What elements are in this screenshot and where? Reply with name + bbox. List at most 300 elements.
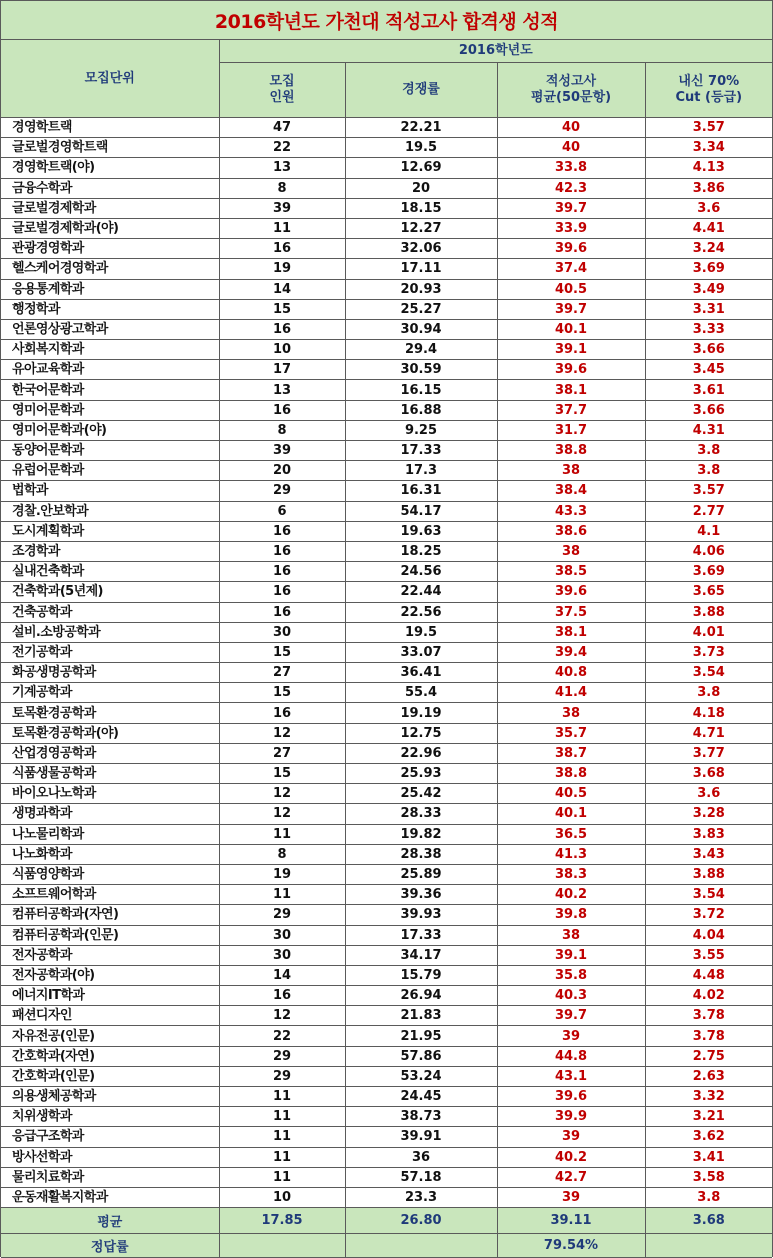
table-row bbox=[1, 441, 772, 461]
cell-score: 39.1 bbox=[497, 945, 645, 965]
cell-quota: 16 bbox=[219, 400, 345, 420]
cell-quota: 12 bbox=[219, 723, 345, 743]
cell-score: 38.1 bbox=[497, 622, 645, 642]
cell-competition: 16.88 bbox=[345, 400, 497, 420]
cell-quota: 39 bbox=[219, 198, 345, 218]
header-score bbox=[497, 63, 645, 118]
cell-competition: 34.17 bbox=[345, 945, 497, 965]
cell-competition: 22.56 bbox=[345, 602, 497, 622]
average-cut: 3.68 bbox=[645, 1208, 772, 1234]
cell-unit-name: 식품생물공학과 bbox=[1, 764, 219, 784]
cell-score: 38.7 bbox=[497, 743, 645, 763]
table-row bbox=[1, 663, 772, 683]
cell-cut: 3.57 bbox=[645, 481, 772, 501]
cell-quota: 15 bbox=[219, 642, 345, 662]
cell-score: 38 bbox=[497, 703, 645, 723]
cell-unit-name: 동양어문학과 bbox=[1, 441, 219, 461]
cell-cut: 3.49 bbox=[645, 279, 772, 299]
cell-cut: 4.31 bbox=[645, 420, 772, 440]
cell-quota: 11 bbox=[219, 218, 345, 238]
table-row bbox=[1, 1087, 772, 1107]
cell-unit-name: 글로벌경제학과 bbox=[1, 198, 219, 218]
cell-unit-name: 유아교육학과 bbox=[1, 360, 219, 380]
cell-competition: 20.93 bbox=[345, 279, 497, 299]
cell-competition: 15.79 bbox=[345, 965, 497, 985]
header-competition: 경쟁률 bbox=[345, 63, 497, 118]
cell-quota: 11 bbox=[219, 885, 345, 905]
cell-cut: 3.45 bbox=[645, 360, 772, 380]
table-row bbox=[1, 541, 772, 561]
cell-quota: 19 bbox=[219, 259, 345, 279]
accuracy-empty-2 bbox=[345, 1234, 497, 1258]
cell-cut: 3.78 bbox=[645, 1006, 772, 1026]
cell-unit-name: 간호학과(인문) bbox=[1, 1066, 219, 1086]
cell-cut: 3.83 bbox=[645, 824, 772, 844]
cell-score: 40.5 bbox=[497, 784, 645, 804]
cell-quota: 22 bbox=[219, 138, 345, 158]
cell-cut: 4.01 bbox=[645, 622, 772, 642]
cell-competition: 22.96 bbox=[345, 743, 497, 763]
header-cut-line2: Cut (등급) bbox=[675, 90, 743, 105]
average-score: 39.11 bbox=[497, 1208, 645, 1234]
cell-competition: 18.15 bbox=[345, 198, 497, 218]
table-row bbox=[1, 824, 772, 844]
table-row bbox=[1, 844, 772, 864]
cell-unit-name: 기계공학과 bbox=[1, 683, 219, 703]
cell-quota: 15 bbox=[219, 683, 345, 703]
cell-competition: 17.3 bbox=[345, 461, 497, 481]
cell-cut: 3.6 bbox=[645, 198, 772, 218]
cell-score: 40.2 bbox=[497, 885, 645, 905]
cell-score: 39.6 bbox=[497, 582, 645, 602]
accuracy-empty-1 bbox=[219, 1234, 345, 1258]
cell-quota: 11 bbox=[219, 1087, 345, 1107]
cell-competition: 30.59 bbox=[345, 360, 497, 380]
cell-score: 37.7 bbox=[497, 400, 645, 420]
table-row bbox=[1, 1006, 772, 1026]
accuracy-empty-3 bbox=[645, 1234, 772, 1258]
table-row bbox=[1, 319, 772, 339]
table-row bbox=[1, 986, 772, 1006]
cell-cut: 4.06 bbox=[645, 541, 772, 561]
cell-cut: 3.66 bbox=[645, 340, 772, 360]
table-row bbox=[1, 905, 772, 925]
cell-cut: 2.77 bbox=[645, 501, 772, 521]
cell-unit-name: 경찰.안보학과 bbox=[1, 501, 219, 521]
cell-competition: 17.33 bbox=[345, 925, 497, 945]
header-unit: 모집단위 bbox=[1, 40, 219, 118]
header-row-1 bbox=[1, 40, 772, 63]
cell-cut: 4.41 bbox=[645, 218, 772, 238]
cell-quota: 16 bbox=[219, 521, 345, 541]
cell-quota: 29 bbox=[219, 1046, 345, 1066]
cell-competition: 38.73 bbox=[345, 1107, 497, 1127]
cell-unit-name: 영미어문학과 bbox=[1, 400, 219, 420]
cell-quota: 11 bbox=[219, 1147, 345, 1167]
cell-unit-name: 글로벌경제학과(야) bbox=[1, 218, 219, 238]
cell-unit-name: 치위생학과 bbox=[1, 1107, 219, 1127]
cell-score: 40 bbox=[497, 138, 645, 158]
cell-cut: 3.72 bbox=[645, 905, 772, 925]
cell-quota: 29 bbox=[219, 1066, 345, 1086]
cell-unit-name: 전기공학과 bbox=[1, 642, 219, 662]
cell-score: 41.4 bbox=[497, 683, 645, 703]
cell-unit-name: 도시계획학과 bbox=[1, 521, 219, 541]
cell-competition: 20 bbox=[345, 178, 497, 198]
cell-cut: 4.02 bbox=[645, 986, 772, 1006]
cell-unit-name: 운동재활복지학과 bbox=[1, 1187, 219, 1207]
cell-quota: 16 bbox=[219, 562, 345, 582]
cell-competition: 17.33 bbox=[345, 441, 497, 461]
cell-cut: 4.13 bbox=[645, 158, 772, 178]
cell-competition: 57.86 bbox=[345, 1046, 497, 1066]
cell-competition: 19.5 bbox=[345, 622, 497, 642]
cell-competition: 19.5 bbox=[345, 138, 497, 158]
cell-score: 38.4 bbox=[497, 481, 645, 501]
cell-cut: 4.1 bbox=[645, 521, 772, 541]
cell-quota: 13 bbox=[219, 380, 345, 400]
table-row bbox=[1, 743, 772, 763]
table-row bbox=[1, 279, 772, 299]
cell-unit-name: 간호학과(자연) bbox=[1, 1046, 219, 1066]
table-row bbox=[1, 1026, 772, 1046]
table-row bbox=[1, 703, 772, 723]
cell-cut: 3.8 bbox=[645, 441, 772, 461]
cell-score: 39.4 bbox=[497, 642, 645, 662]
cell-unit-name: 물리치료학과 bbox=[1, 1167, 219, 1187]
cell-unit-name: 관광경영학과 bbox=[1, 239, 219, 259]
table-row bbox=[1, 1187, 772, 1207]
cell-score: 39.6 bbox=[497, 360, 645, 380]
cell-score: 40.5 bbox=[497, 279, 645, 299]
cell-competition: 12.27 bbox=[345, 218, 497, 238]
table-row bbox=[1, 723, 772, 743]
cell-competition: 23.3 bbox=[345, 1187, 497, 1207]
cell-score: 42.3 bbox=[497, 178, 645, 198]
cell-unit-name: 언론영상광고학과 bbox=[1, 319, 219, 339]
cell-score: 36.5 bbox=[497, 824, 645, 844]
table-row bbox=[1, 804, 772, 824]
table-row bbox=[1, 138, 772, 158]
header-year: 2016학년도 bbox=[219, 40, 772, 63]
cell-unit-name: 설비.소방공학과 bbox=[1, 622, 219, 642]
cell-unit-name: 금융수학과 bbox=[1, 178, 219, 198]
table-row bbox=[1, 582, 772, 602]
cell-unit-name: 경영학트랙(야) bbox=[1, 158, 219, 178]
cell-competition: 24.56 bbox=[345, 562, 497, 582]
cell-quota: 16 bbox=[219, 541, 345, 561]
header-score-line2: 평균(50문항) bbox=[530, 90, 612, 105]
cell-score: 38 bbox=[497, 461, 645, 481]
cell-score: 43.1 bbox=[497, 1066, 645, 1086]
cell-score: 38 bbox=[497, 541, 645, 561]
cell-cut: 3.68 bbox=[645, 764, 772, 784]
cell-competition: 22.44 bbox=[345, 582, 497, 602]
cell-quota: 16 bbox=[219, 582, 345, 602]
table-row bbox=[1, 239, 772, 259]
table-row bbox=[1, 501, 772, 521]
cell-score: 35.8 bbox=[497, 965, 645, 985]
cell-unit-name: 유럽어문학과 bbox=[1, 461, 219, 481]
cell-quota: 8 bbox=[219, 420, 345, 440]
cell-unit-name: 방사선학과 bbox=[1, 1147, 219, 1167]
cell-unit-name: 산업경영공학과 bbox=[1, 743, 219, 763]
table-row bbox=[1, 864, 772, 884]
cell-score: 39.8 bbox=[497, 905, 645, 925]
cell-quota: 47 bbox=[219, 118, 345, 138]
table-row bbox=[1, 945, 772, 965]
cell-competition: 19.82 bbox=[345, 824, 497, 844]
cell-score: 38.1 bbox=[497, 380, 645, 400]
cell-unit-name: 에너지IT학과 bbox=[1, 986, 219, 1006]
cell-quota: 10 bbox=[219, 340, 345, 360]
cell-quota: 11 bbox=[219, 1167, 345, 1187]
cell-score: 35.7 bbox=[497, 723, 645, 743]
cell-competition: 39.91 bbox=[345, 1127, 497, 1147]
cell-unit-name: 건축학과(5년제) bbox=[1, 582, 219, 602]
table-row bbox=[1, 622, 772, 642]
cell-score: 39.9 bbox=[497, 1107, 645, 1127]
cell-cut: 3.57 bbox=[645, 118, 772, 138]
cell-score: 39 bbox=[497, 1187, 645, 1207]
cell-quota: 14 bbox=[219, 965, 345, 985]
cell-score: 40.2 bbox=[497, 1147, 645, 1167]
cell-quota: 8 bbox=[219, 844, 345, 864]
cell-quota: 16 bbox=[219, 319, 345, 339]
cell-unit-name: 조경학과 bbox=[1, 541, 219, 561]
cell-score: 40.3 bbox=[497, 986, 645, 1006]
cell-quota: 29 bbox=[219, 905, 345, 925]
header-quota-line2: 인원 bbox=[269, 90, 295, 105]
cell-score: 39.1 bbox=[497, 340, 645, 360]
cell-quota: 20 bbox=[219, 461, 345, 481]
cell-quota: 30 bbox=[219, 622, 345, 642]
cell-cut: 4.18 bbox=[645, 703, 772, 723]
cell-competition: 21.83 bbox=[345, 1006, 497, 1026]
cell-quota: 8 bbox=[219, 178, 345, 198]
table-row bbox=[1, 1046, 772, 1066]
cell-unit-name: 경영학트랙 bbox=[1, 118, 219, 138]
cell-unit-name: 화공생명공학과 bbox=[1, 663, 219, 683]
cell-quota: 30 bbox=[219, 945, 345, 965]
cell-competition: 25.89 bbox=[345, 864, 497, 884]
cell-competition: 24.45 bbox=[345, 1087, 497, 1107]
header-cut-line1: 내신 70% bbox=[678, 74, 740, 89]
cell-score: 39.7 bbox=[497, 1006, 645, 1026]
cell-cut: 3.73 bbox=[645, 642, 772, 662]
cell-quota: 11 bbox=[219, 1107, 345, 1127]
cell-competition: 17.11 bbox=[345, 259, 497, 279]
cell-unit-name: 소프트웨어학과 bbox=[1, 885, 219, 905]
table-row bbox=[1, 461, 772, 481]
cell-competition: 36 bbox=[345, 1147, 497, 1167]
cell-unit-name: 생명과학과 bbox=[1, 804, 219, 824]
cell-unit-name: 사회복지학과 bbox=[1, 340, 219, 360]
cell-cut: 3.88 bbox=[645, 864, 772, 884]
cell-unit-name: 행정학과 bbox=[1, 299, 219, 319]
cell-unit-name: 토목환경공학과 bbox=[1, 703, 219, 723]
cell-competition: 36.41 bbox=[345, 663, 497, 683]
cell-unit-name: 자유전공(인문) bbox=[1, 1026, 219, 1046]
cell-score: 38.3 bbox=[497, 864, 645, 884]
table-row bbox=[1, 885, 772, 905]
cell-cut: 4.04 bbox=[645, 925, 772, 945]
cell-competition: 22.21 bbox=[345, 118, 497, 138]
cell-competition: 21.95 bbox=[345, 1026, 497, 1046]
cell-competition: 12.69 bbox=[345, 158, 497, 178]
accuracy-row bbox=[1, 1234, 772, 1258]
cell-cut: 3.34 bbox=[645, 138, 772, 158]
cell-cut: 3.88 bbox=[645, 602, 772, 622]
cell-unit-name: 글로벌경영학트랙 bbox=[1, 138, 219, 158]
cell-cut: 3.65 bbox=[645, 582, 772, 602]
cell-quota: 16 bbox=[219, 602, 345, 622]
cell-quota: 29 bbox=[219, 481, 345, 501]
cell-cut: 3.54 bbox=[645, 663, 772, 683]
cell-quota: 12 bbox=[219, 804, 345, 824]
cell-unit-name: 토목환경공학과(야) bbox=[1, 723, 219, 743]
cell-score: 38 bbox=[497, 925, 645, 945]
cell-cut: 3.24 bbox=[645, 239, 772, 259]
cell-unit-name: 한국어문학과 bbox=[1, 380, 219, 400]
table-row bbox=[1, 602, 772, 622]
cell-unit-name: 나노물리학과 bbox=[1, 824, 219, 844]
cell-unit-name: 응급구조학과 bbox=[1, 1127, 219, 1147]
cell-competition: 29.4 bbox=[345, 340, 497, 360]
table-row bbox=[1, 1147, 772, 1167]
cell-cut: 3.41 bbox=[645, 1147, 772, 1167]
cell-competition: 19.19 bbox=[345, 703, 497, 723]
average-competition: 26.80 bbox=[345, 1208, 497, 1234]
sheet-title: 2016학년도 가천대 적성고사 합격생 성적 bbox=[1, 1, 772, 40]
table-row bbox=[1, 259, 772, 279]
cell-quota: 27 bbox=[219, 743, 345, 763]
cell-competition: 12.75 bbox=[345, 723, 497, 743]
table-row bbox=[1, 562, 772, 582]
cell-score: 43.3 bbox=[497, 501, 645, 521]
cell-competition: 55.4 bbox=[345, 683, 497, 703]
header-quota bbox=[219, 63, 345, 118]
cell-cut: 3.55 bbox=[645, 945, 772, 965]
cell-competition: 33.07 bbox=[345, 642, 497, 662]
cell-competition: 25.93 bbox=[345, 764, 497, 784]
table-row bbox=[1, 925, 772, 945]
cell-unit-name: 법학과 bbox=[1, 481, 219, 501]
cell-competition: 9.25 bbox=[345, 420, 497, 440]
cell-cut: 3.69 bbox=[645, 562, 772, 582]
cell-cut: 2.63 bbox=[645, 1066, 772, 1086]
cell-quota: 11 bbox=[219, 1127, 345, 1147]
cell-score: 38.8 bbox=[497, 441, 645, 461]
cell-unit-name: 영미어문학과(야) bbox=[1, 420, 219, 440]
cell-score: 39 bbox=[497, 1026, 645, 1046]
cell-quota: 16 bbox=[219, 703, 345, 723]
cell-competition: 53.24 bbox=[345, 1066, 497, 1086]
cell-cut: 4.48 bbox=[645, 965, 772, 985]
cell-unit-name: 식품영양학과 bbox=[1, 864, 219, 884]
cell-score: 37.4 bbox=[497, 259, 645, 279]
cell-score: 39.6 bbox=[497, 1087, 645, 1107]
table-row bbox=[1, 299, 772, 319]
cell-quota: 12 bbox=[219, 784, 345, 804]
cell-competition: 39.93 bbox=[345, 905, 497, 925]
cell-competition: 18.25 bbox=[345, 541, 497, 561]
cell-quota: 14 bbox=[219, 279, 345, 299]
table-row bbox=[1, 965, 772, 985]
cell-cut: 4.71 bbox=[645, 723, 772, 743]
cell-competition: 28.38 bbox=[345, 844, 497, 864]
table-row bbox=[1, 118, 772, 138]
cell-cut: 3.33 bbox=[645, 319, 772, 339]
cell-competition: 25.27 bbox=[345, 299, 497, 319]
cell-score: 39.7 bbox=[497, 299, 645, 319]
cell-unit-name: 전자공학과(야) bbox=[1, 965, 219, 985]
table-row bbox=[1, 1167, 772, 1187]
table-row bbox=[1, 380, 772, 400]
cell-cut: 3.21 bbox=[645, 1107, 772, 1127]
cell-quota: 11 bbox=[219, 824, 345, 844]
cell-unit-name: 패션디자인 bbox=[1, 1006, 219, 1026]
cell-score: 40.8 bbox=[497, 663, 645, 683]
cell-cut: 3.62 bbox=[645, 1127, 772, 1147]
cell-cut: 2.75 bbox=[645, 1046, 772, 1066]
cell-cut: 3.32 bbox=[645, 1087, 772, 1107]
cell-cut: 3.69 bbox=[645, 259, 772, 279]
cell-cut: 3.8 bbox=[645, 461, 772, 481]
table-row bbox=[1, 784, 772, 804]
table-row bbox=[1, 521, 772, 541]
cell-score: 38.5 bbox=[497, 562, 645, 582]
average-label: 평균 bbox=[1, 1208, 219, 1234]
table-row bbox=[1, 481, 772, 501]
table-row bbox=[1, 764, 772, 784]
cell-competition: 26.94 bbox=[345, 986, 497, 1006]
cell-quota: 16 bbox=[219, 239, 345, 259]
cell-quota: 17 bbox=[219, 360, 345, 380]
cell-competition: 57.18 bbox=[345, 1167, 497, 1187]
cell-score: 38.6 bbox=[497, 521, 645, 541]
cell-unit-name: 의용생체공학과 bbox=[1, 1087, 219, 1107]
cell-competition: 39.36 bbox=[345, 885, 497, 905]
table-row bbox=[1, 158, 772, 178]
cell-cut: 3.86 bbox=[645, 178, 772, 198]
cell-cut: 3.78 bbox=[645, 1026, 772, 1046]
cell-quota: 16 bbox=[219, 986, 345, 1006]
cell-cut: 3.58 bbox=[645, 1167, 772, 1187]
cell-cut: 3.54 bbox=[645, 885, 772, 905]
cell-competition: 32.06 bbox=[345, 239, 497, 259]
cell-unit-name: 실내건축학과 bbox=[1, 562, 219, 582]
cell-competition: 54.17 bbox=[345, 501, 497, 521]
cell-cut: 3.8 bbox=[645, 1187, 772, 1207]
average-row bbox=[1, 1208, 772, 1234]
cell-quota: 10 bbox=[219, 1187, 345, 1207]
cell-quota: 6 bbox=[219, 501, 345, 521]
table-row bbox=[1, 1066, 772, 1086]
accuracy-value: 79.54% bbox=[497, 1234, 645, 1258]
cell-unit-name: 나노화학과 bbox=[1, 844, 219, 864]
cell-unit-name: 전자공학과 bbox=[1, 945, 219, 965]
cell-quota: 39 bbox=[219, 441, 345, 461]
table-row bbox=[1, 642, 772, 662]
cell-competition: 25.42 bbox=[345, 784, 497, 804]
cell-score: 40.1 bbox=[497, 319, 645, 339]
cell-unit-name: 헬스케어경영학과 bbox=[1, 259, 219, 279]
table-row bbox=[1, 1107, 772, 1127]
cell-score: 39.7 bbox=[497, 198, 645, 218]
table-body bbox=[1, 118, 772, 1208]
cell-score: 37.5 bbox=[497, 602, 645, 622]
